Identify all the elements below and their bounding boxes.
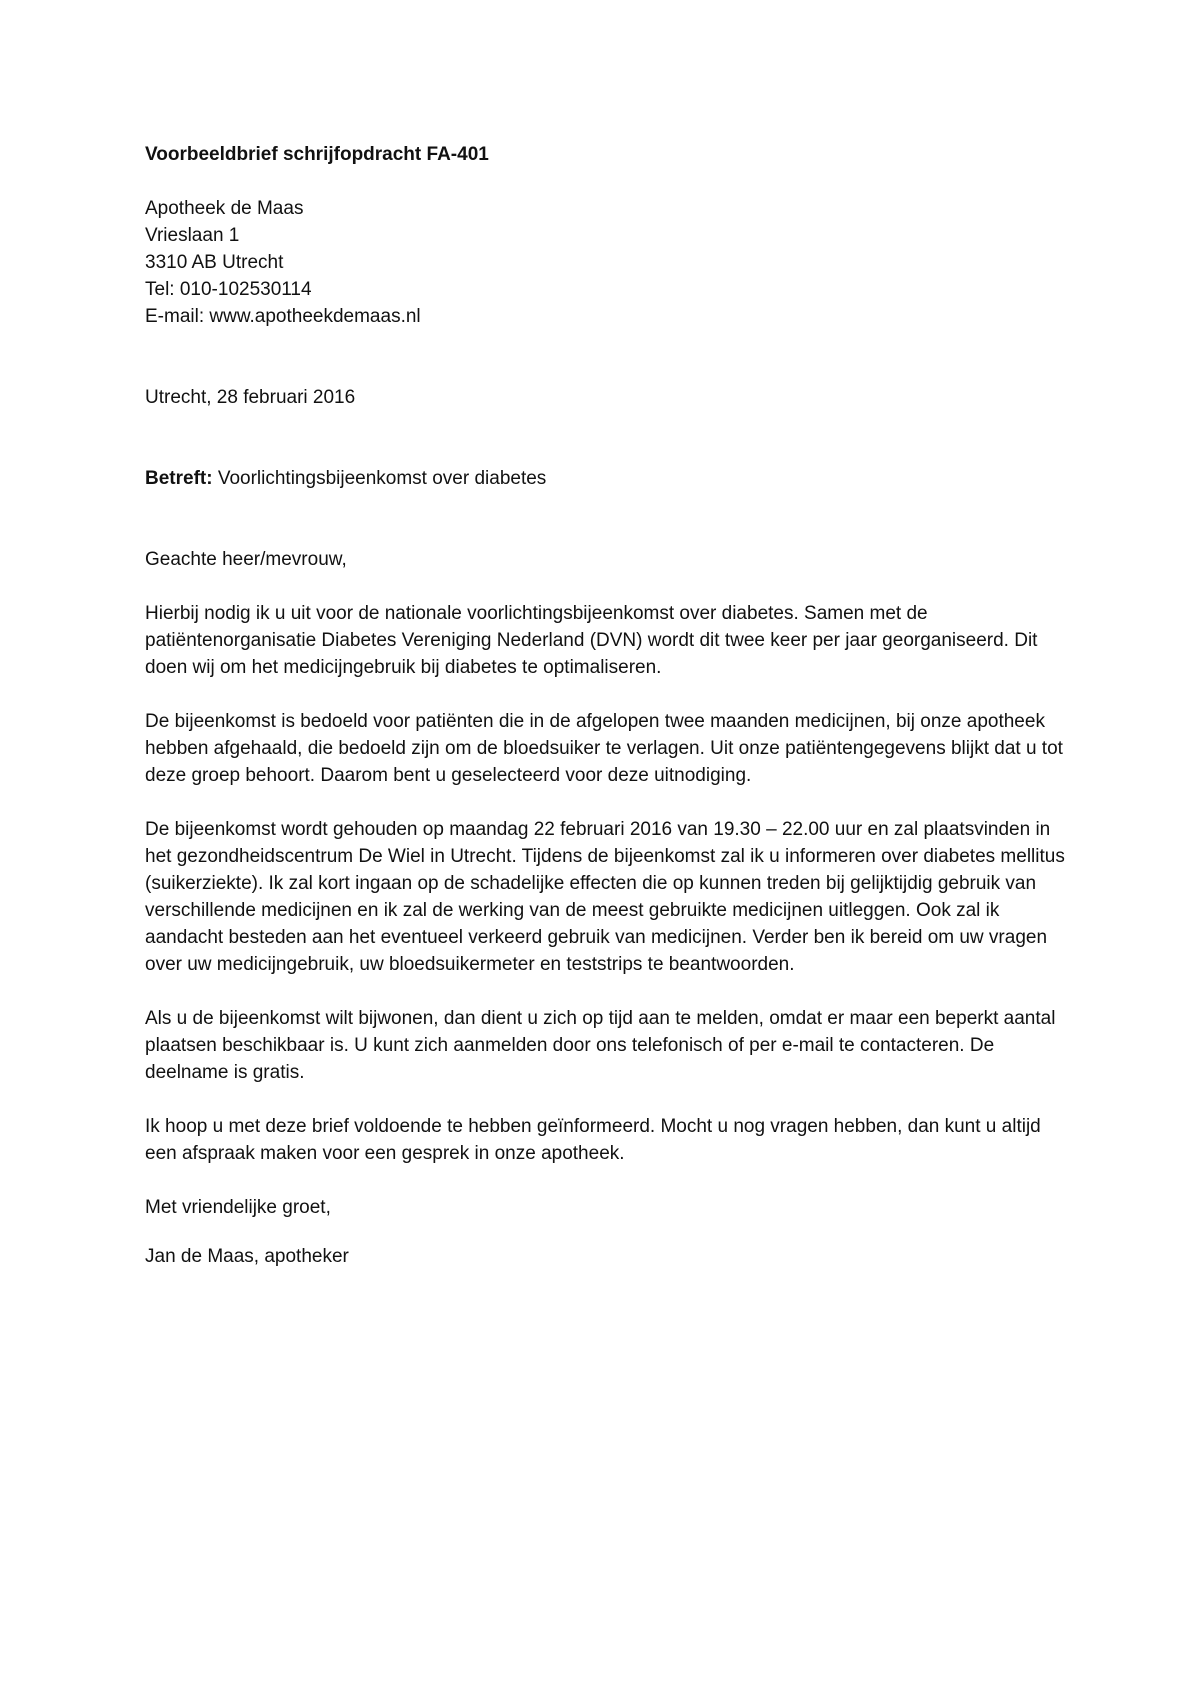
sender-address (145, 195, 1065, 330)
paragraph-event-details: De bijeenkomst wordt gehouden op maandag 22 februari 2016 van 19.30 – 22.00 uur en zal plaatsvinden in het gezondheidscentrum De Wiel in Utrecht. Tijdens de bijeenkomst zal ik u informeren over diabetes mellitus (suikerziekte). Ik zal kort ingaan op de schadelijke effecten die op kunnen treden bij gelijktijdig gebruik van verschillende medicijnen en ik zal de werking van de meest gebruikte medicijnen uitleggen. Ook zal ik aandacht besteden aan het eventueel verkeerd gebruik van medicijnen. Verder ben ik bereid om uw vragen over uw medicijngebruik, uw bloedsuikermeter en teststrips te beantwoorden. (145, 819, 1065, 975)
letter-body (145, 141, 1065, 1270)
subject-label: Betreft: (145, 468, 213, 489)
salutation: Geachte heer/mevrouw, (145, 549, 347, 570)
sender-street: Vrieslaan 1 (145, 225, 240, 246)
document-title: Voorbeeldbrief schrijfopdracht FA-401 (145, 144, 489, 165)
paragraph-invitation: Hierbij nodig ik u uit voor de nationale voorlichtingsbijeenkomst over diabetes. Samen met de patiëntenorganisatie Diabetes Vereniging Nederland (DVN) wordt dit twee keer per jaar georganiseerd. Dit doen wij om het medicijngebruik bij diabetes te optimaliseren. (145, 603, 1038, 678)
paragraph-conclusion: Ik hoop u met deze brief voldoende te hebben geïnformeerd. Mocht u nog vragen hebben, dan kunt u altijd een afspraak maken voor een gesprek in onze apotheek. (145, 1116, 1041, 1164)
sender-city: 3310 AB Utrecht (145, 252, 284, 273)
sender-name: Apotheek de Maas (145, 198, 304, 219)
letter-date: Utrecht, 28 februari 2016 (145, 387, 356, 408)
sender-phone: Tel: 010-102530114 (145, 279, 312, 300)
subject-line (145, 465, 1065, 492)
subject-text: Voorlichtingsbijeenkomst over diabetes (212, 468, 547, 489)
closing: Met vriendelijke groet, (145, 1197, 331, 1218)
signature: Jan de Maas, apotheker (145, 1246, 349, 1267)
paragraph-registration: Als u de bijeenkomst wilt bijwonen, dan dient u zich op tijd aan te melden, omdat er maar een beperkt aantal plaatsen beschikbaar is. U kunt zich aanmelden door ons telefonisch of per e-mail te contacteren. De deelname is gratis. (145, 1008, 1056, 1083)
sender-email: E-mail: www.apotheekdemaas.nl (145, 306, 421, 327)
paragraph-target-group: De bijeenkomst is bedoeld voor patiënten die in de afgelopen twee maanden medicijnen, bij onze apotheek hebben afgehaald, die bedoeld zijn om de bloedsuiker te verlagen. Uit onze patiëntengegevens blijkt dat u tot deze groep behoort. Daarom bent u geselecteerd voor deze uitnodiging. (145, 711, 1063, 786)
